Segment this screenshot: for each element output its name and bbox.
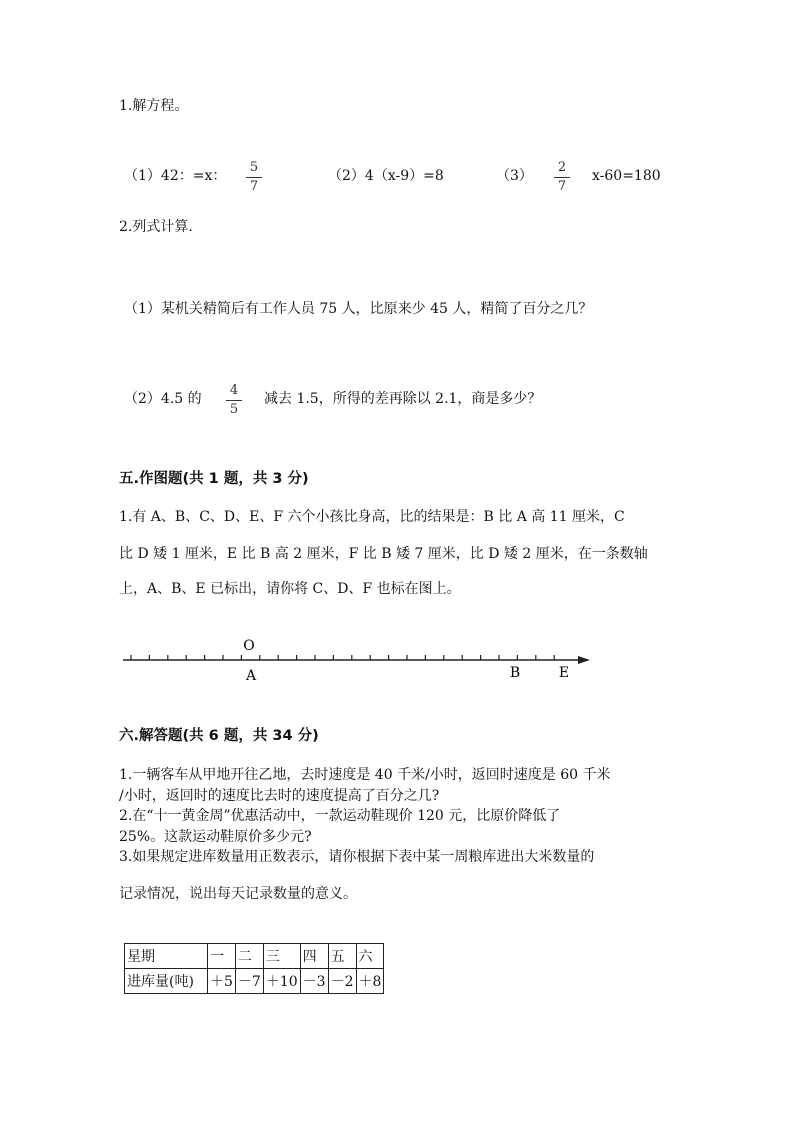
table-header-cell: 星期 [125, 944, 208, 969]
table-header-cell: 五 [328, 944, 356, 969]
fraction-numerator: 4 [226, 384, 242, 401]
q2-p2-prefix: （2）4.5 的 [124, 391, 202, 407]
q1-title: 1.解方程。 [119, 98, 189, 114]
table-header-cell: 二 [235, 944, 263, 969]
table-header-cell: 六 [356, 944, 384, 969]
number-line [0, 632, 794, 692]
table-header-cell: 四 [300, 944, 328, 969]
section6-line-5: 3.如果规定进库数量用正数表示，请你根据下表中某一周粮库进出大米数量的 [119, 849, 595, 865]
q2-title: 2.列式计算. [119, 219, 193, 235]
table-cell: －2 [328, 969, 356, 994]
section6-line-4: 25%。这款运动鞋原价多少元? [119, 829, 312, 845]
fraction-numerator: 5 [246, 161, 262, 178]
section6-line-2: /小时，返回时的速度比去时的速度提高了百分之几? [119, 788, 440, 804]
number-line-origin-label: O [243, 638, 255, 654]
section5-line-2: 比 D 矮 1 厘米，E 比 B 高 2 厘米，F 比 B 矮 7 厘米，比 D 矮 2 厘米，在一条数轴 [119, 546, 648, 562]
number-line-label-e: E [558, 665, 570, 681]
section6-line-1: 1.一辆客车从甲地开往乙地，去时速度是 40 千米/小时，返回时速度是 60 千米 [119, 767, 611, 783]
section5-heading: 五.作图题(共 1 题，共 3 分) [119, 471, 309, 487]
fraction-denominator: 7 [249, 179, 259, 194]
table-cell: －3 [300, 969, 328, 994]
table-cell: ＋10 [263, 969, 300, 994]
section5-line-1: 1.有 A、B、C、D、E、F 六个小孩比身高，比的结果是：B 比 A 高 11 厘米，C [119, 509, 625, 525]
number-line-arrow-icon [578, 656, 590, 664]
q1-eq1-fraction [246, 161, 262, 194]
table-header-cell: 三 [263, 944, 300, 969]
section5-line-3: 上，A、B、E 已标出，请你将 C、D、F 也标在图上。 [119, 581, 461, 597]
table-header-cell: 一 [208, 944, 236, 969]
q1-eq3-prefix: （3） [496, 168, 533, 184]
q1-eq3-suffix: x-60=180 [592, 168, 661, 184]
section6-line-6: 记录情况，说出每天记录数量的意义。 [119, 886, 357, 902]
table-cell: －7 [235, 969, 263, 994]
q1-eq2: （2）4（x-9）=8 [328, 168, 444, 184]
fraction-numerator: 2 [554, 161, 570, 178]
q2-p2-fraction [226, 384, 242, 417]
q2-problem-1: （1）某机关精简后有工作人员 75 人，比原来少 45 人，精简了百分之几？ [124, 301, 593, 317]
rice-record-table [124, 943, 384, 994]
table-cell: ＋5 [208, 969, 236, 994]
table-cell: ＋8 [356, 969, 384, 994]
q1-eq1-prefix: （1）42：=x： [124, 168, 227, 184]
section6-line-3: 2.在“十一黄金周”优惠活动中，一款运动鞋现价 120 元，比原价降低了 [119, 808, 561, 824]
number-line-label-b: B [509, 665, 521, 681]
q1-eq3-fraction [554, 161, 570, 194]
table-header-row [125, 944, 384, 969]
q2-p2-suffix: 减去 1.5，所得的差再除以 2.1，商是多少？ [264, 391, 542, 407]
fraction-denominator: 7 [557, 179, 567, 194]
table-cell: 进库量(吨) [125, 969, 208, 994]
section6-heading: 六.解答题(共 6 题，共 34 分) [119, 728, 319, 744]
table-row [125, 969, 384, 994]
number-line-label-a: A [245, 668, 257, 684]
fraction-denominator: 5 [229, 402, 239, 417]
